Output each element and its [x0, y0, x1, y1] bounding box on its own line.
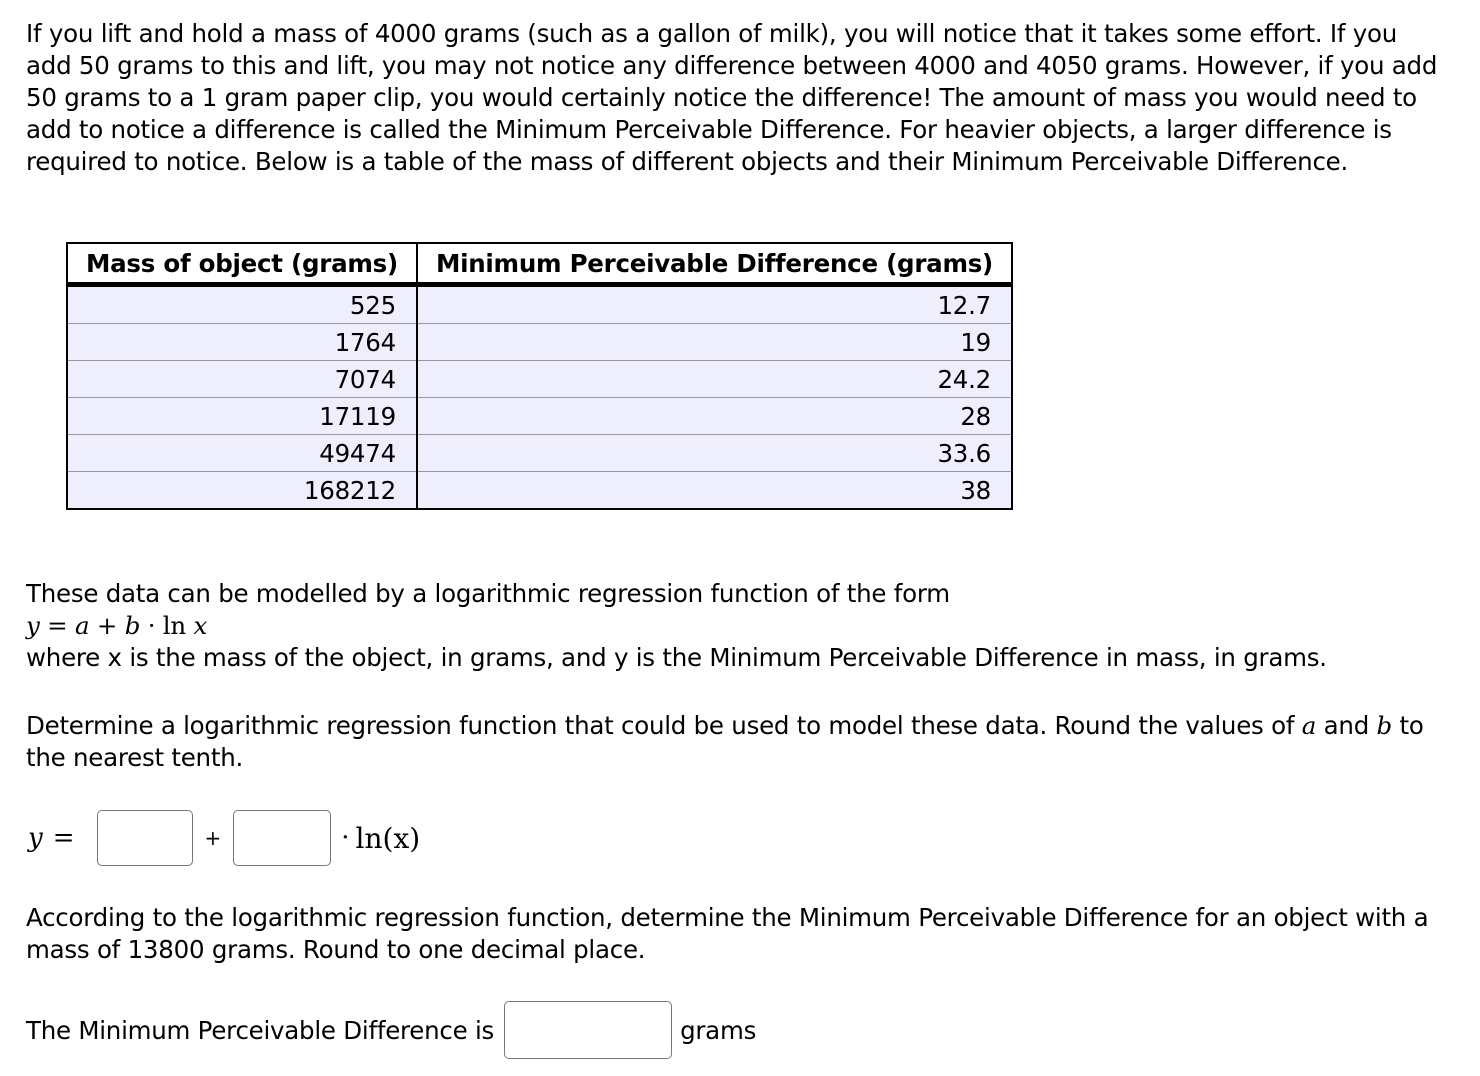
table-row — [67, 361, 1012, 398]
table-row — [67, 285, 1012, 324]
table-header-row — [67, 243, 1012, 285]
answer-dot: · — [341, 823, 350, 853]
mass-mpd-table — [66, 242, 1013, 510]
table-row — [67, 398, 1012, 435]
question-2: According to the logarithmic regression function, determine the Minimum Perceivable Difference for an object with a mass of 13800 grams. Round to one decimal place. — [26, 903, 1429, 964]
model-section — [26, 578, 1446, 674]
b-value-input[interactable] — [233, 810, 331, 866]
mpd-cell: 12.7 — [417, 285, 1012, 324]
answer-equals: = — [52, 823, 75, 853]
final-answer-label: The Minimum Perceivable Difference is — [26, 1015, 495, 1045]
mpd-cell: 33.6 — [417, 435, 1012, 472]
mass-cell: 7074 — [67, 361, 417, 398]
mass-cell: 525 — [67, 285, 417, 324]
mass-cell: 168212 — [67, 472, 417, 510]
intro-paragraph: If you lift and hold a mass of 4000 grams (such as a gallon of milk), you will notice that it takes some effort. If you add 50 grams to this and lift, you may not notice any difference between 4000 and 4050 grams. However, if you add 50 grams to a 1 gram paper clip, you would certainly notice the difference! The amount of mass you would need to add to notice a difference is called the Minimum Perceivable Difference. For heavier objects, a larger difference is required to notice. Below is a table of the mass of different objects and their Minimum Perceivable Difference. — [26, 19, 1438, 176]
mass-cell: 17119 — [67, 398, 417, 435]
mpd-cell: 19 — [417, 324, 1012, 361]
table-row — [67, 472, 1012, 510]
header-mass: Mass of object (grams) — [67, 243, 417, 285]
mpd-answer-input[interactable] — [504, 1001, 672, 1059]
question-1: Determine a logarithmic regression function that could be used to model these data. Round the values of a and b to the nearest tenth. — [26, 711, 1424, 772]
mpd-cell: 38 — [417, 472, 1012, 510]
regression-answer-row — [26, 807, 420, 869]
header-mpd: Minimum Perceivable Difference (grams) — [417, 243, 1012, 285]
mpd-cell: 24.2 — [417, 361, 1012, 398]
mpd-cell: 28 — [417, 398, 1012, 435]
answer-ln-x: ln(x) — [355, 821, 421, 855]
final-answer-row — [26, 1000, 756, 1060]
a-value-input[interactable] — [97, 810, 193, 866]
table-row — [67, 435, 1012, 472]
model-formula: y = a + b · ln x — [26, 611, 208, 640]
answer-y: y — [28, 823, 43, 853]
mass-cell: 49474 — [67, 435, 417, 472]
mass-cell: 1764 — [67, 324, 417, 361]
answer-plus: + — [204, 826, 222, 850]
final-answer-unit: grams — [680, 1015, 757, 1045]
table-row — [67, 324, 1012, 361]
model-intro: These data can be modelled by a logarithmic regression function of the form — [26, 579, 950, 608]
model-where: where x is the mass of the object, in grams, and y is the Minimum Perceivable Difference in mass, in grams. — [26, 643, 1327, 672]
